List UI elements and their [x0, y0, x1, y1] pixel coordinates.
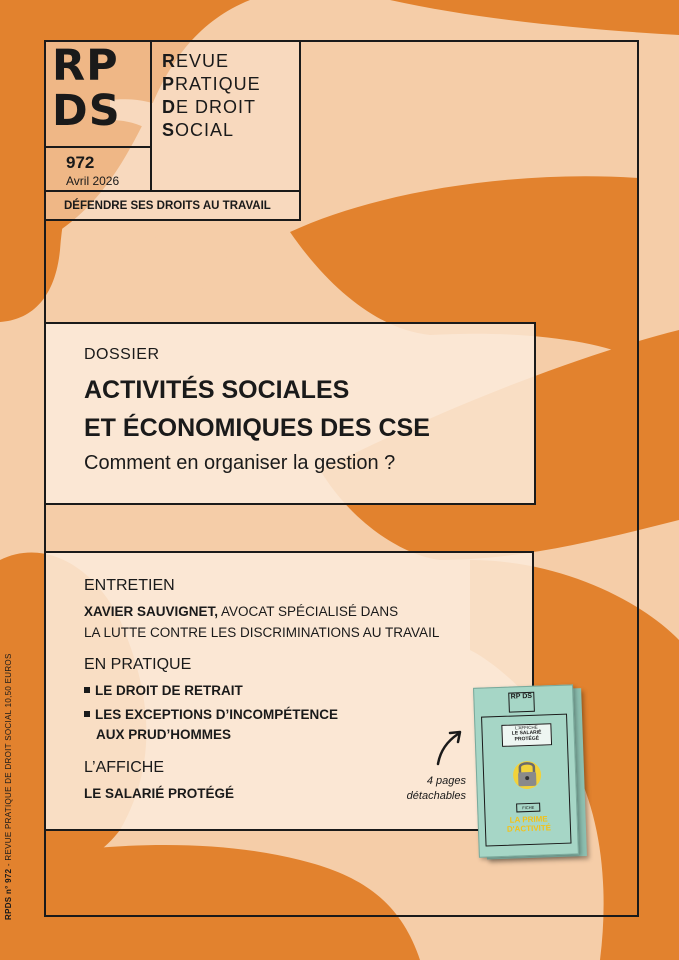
affiche-item: LE SALARIÉ PROTÉGÉ — [84, 786, 235, 801]
title-line-4: SOCIAL — [162, 120, 235, 140]
entretien-desc-2: LA LUTTE CONTRE LES DISCRIMINATIONS AU TRAVAIL — [84, 625, 440, 640]
entretien-line-1 — [84, 604, 398, 619]
spine-text: RPDS n° 972 - REVUE PRATIQUE DE DROIT SOCIAL 10,50 EUROS — [4, 653, 13, 920]
logo-text — [52, 41, 148, 136]
title-line-2: PRATIQUE — [162, 74, 261, 94]
entretien-name: XAVIER SAUVIGNET, — [84, 604, 219, 619]
lock-icon — [506, 752, 547, 793]
booklet-logo: RP DS — [508, 692, 535, 713]
dossier-title-line-1: ACTIVITÉS SOCIALES — [84, 376, 350, 404]
dossier-subtitle: Comment en organiser la gestion ? — [84, 452, 396, 474]
frame-bottom-line — [44, 915, 639, 917]
pratique-label: EN PRATIQUE — [84, 656, 192, 673]
dossier-box — [44, 322, 536, 505]
entretien-label: ENTRETIEN — [84, 577, 175, 594]
issue-date: Avril 2026 — [66, 174, 120, 188]
bullet-icon — [84, 711, 90, 717]
logo-line-2: DS — [52, 86, 121, 136]
booklet-image — [473, 684, 585, 860]
pratique-item-1: LE DROIT DE RETRAIT — [84, 683, 243, 698]
dossier-label: DOSSIER — [84, 346, 160, 363]
masthead — [44, 40, 301, 221]
dossier-title-line-2: ET ÉCONOMIQUES DES CSE — [84, 414, 430, 442]
title-line-1: REVUE — [162, 51, 230, 71]
tagline-bar — [46, 190, 299, 219]
detachable-note-line-2: détachables — [406, 790, 466, 802]
magazine-title — [162, 50, 261, 142]
frame-right-line — [637, 40, 639, 917]
booklet-front-page — [473, 684, 579, 857]
pratique-item-2-cont: AUX PRUD’HOMMES — [96, 727, 232, 742]
tagline: DÉFENDRE SES DROITS AU TRAVAIL — [64, 200, 271, 212]
bullet-icon — [84, 687, 90, 693]
pratique-item-2: LES EXCEPTIONS D’INCOMPÉTENCE — [84, 707, 338, 722]
frame-top-line — [301, 40, 639, 42]
affiche-label: L’AFFICHE — [84, 759, 165, 776]
booklet-prime-title: LA PRIME D'ACTIVITÉ — [506, 814, 552, 834]
logo-line-1: RP — [52, 41, 119, 91]
entretien-desc-1: AVOCAT SPÉCIALISÉ DANS — [218, 604, 399, 619]
booklet-label-2: FICHE — [516, 803, 540, 813]
issue-info — [46, 146, 152, 192]
booklet-label: L'AFFICHE LE SALARIÉ PROTÉGÉ — [501, 723, 552, 747]
detachable-note-line-1: 4 pages — [426, 775, 466, 787]
title-line-3: DE DROIT — [162, 97, 257, 117]
issue-number: 972 — [66, 153, 95, 172]
arrow-icon — [430, 728, 470, 768]
logo — [46, 42, 152, 148]
detachable-note — [386, 774, 466, 804]
